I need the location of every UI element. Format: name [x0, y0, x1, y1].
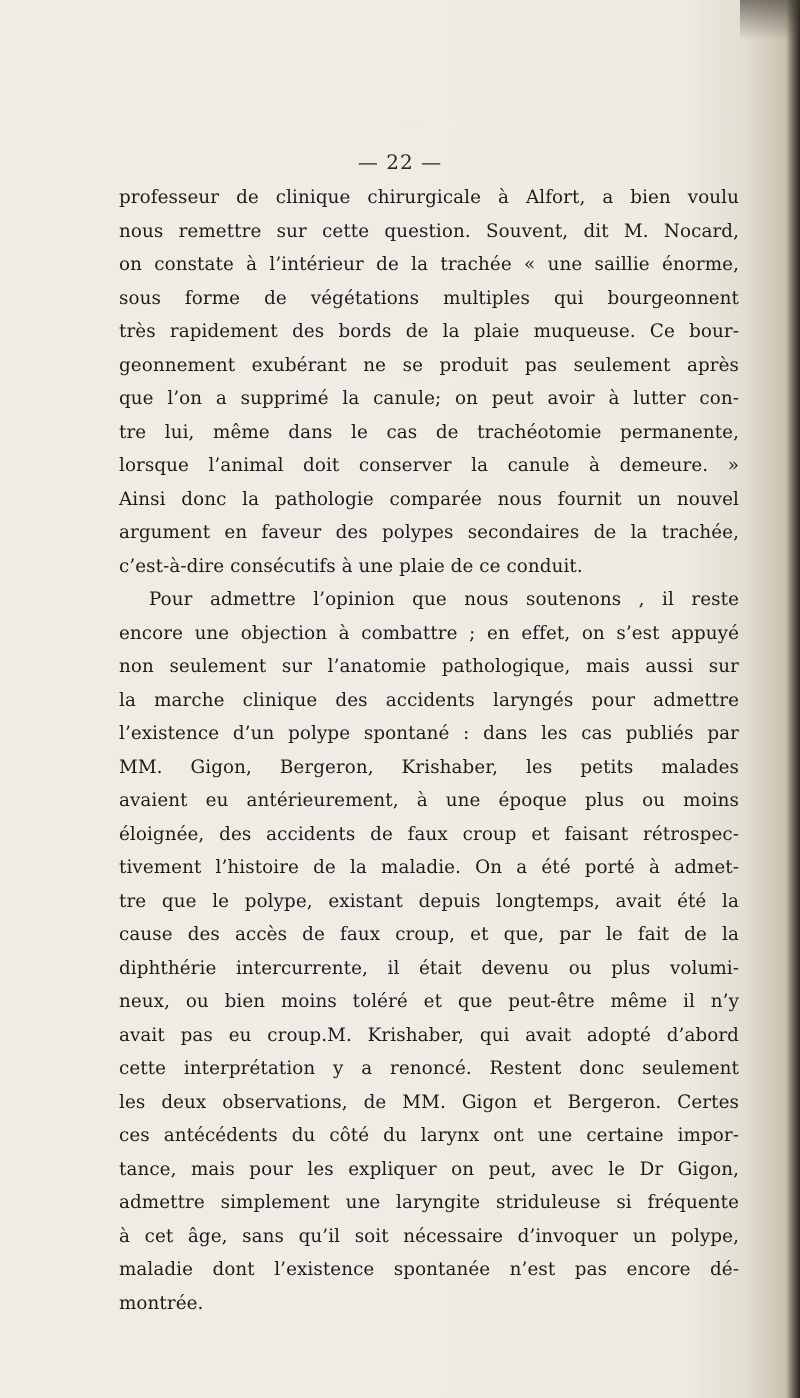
- text-line: avait pas eu croup.M. Krishaber, qui avait adopté d’abord: [119, 1024, 739, 1046]
- text-line: cette interprétation y a renoncé. Restent donc seulement: [119, 1058, 739, 1079]
- text-line: très rapidement des bords de la plaie muqueuse. Ce bour-: [119, 321, 739, 342]
- text-line: l’existence d’un polype spontané : dans les cas publiés par: [119, 723, 739, 744]
- text-line: lorsque l’animal doit conserver la canule à demeure. »: [119, 455, 739, 476]
- body-text: [119, 181, 739, 1320]
- text-line: professeur de clinique chirurgicale à Alfort, a bien voulu: [119, 187, 739, 208]
- text-line: neux, ou bien moins toléré et que peut-être même il n’y: [119, 991, 739, 1012]
- text-line: que l’on a supprimé la canule; on peut avoir à lutter con-: [119, 388, 739, 409]
- paragraph-start-line: Pour admettre l’opinion que nous soutenons , il reste: [149, 589, 739, 610]
- text-line: diphthérie intercurrente, il était devenu ou plus volumi-: [119, 957, 739, 979]
- text-line: sous forme de végétations multiples qui bourgeonnent: [119, 287, 739, 309]
- binding-edge: [786, 0, 800, 1398]
- text-line: Ainsi donc la pathologie comparée nous fournit un nouvel: [119, 488, 739, 510]
- text-line: tance, mais pour les expliquer on peut, avec le Dr Gigon,: [119, 1158, 739, 1180]
- text-line: non seulement sur l’anatomie pathologique, mais aussi sur: [119, 656, 739, 677]
- text-line: éloignée, des accidents de faux croup et faisant rétrospec-: [119, 823, 739, 845]
- text-line: nous remettre sur cette question. Souvent, dit M. Nocard,: [119, 220, 739, 242]
- text-line: ces antécédents du côté du larynx ont une certaine impor-: [119, 1125, 739, 1146]
- text-line: on constate à l’intérieur de la trachée « une saillie énorme,: [119, 254, 739, 275]
- text-line: geonnement exubérant ne se produit pas seulement après: [119, 354, 739, 376]
- text-line: cause des accès de faux croup, et que, par le fait de la: [119, 924, 739, 945]
- text-line: encore une objection à combattre ; en effet, on s’est appuyé: [119, 622, 739, 644]
- text-line: tre que le polype, existant depuis longtemps, avait été la: [119, 890, 739, 912]
- text-line: argument en faveur des polypes secondaires de la trachée,: [119, 522, 739, 543]
- text-line: c’est-à-dire consécutifs à une plaie de ce conduit.: [119, 555, 583, 577]
- text-line: avaient eu antérieurement, à une époque plus ou moins: [119, 790, 739, 811]
- page-number: — 22 —: [357, 150, 443, 174]
- text-line: maladie dont l’existence spontanée n’est pas encore dé-: [119, 1259, 739, 1280]
- text-line: à cet âge, sans qu’il soit nécessaire d’invoquer un polype,: [119, 1225, 739, 1247]
- text-line: tivement l’histoire de la maladie. On a été porté à admet-: [119, 857, 739, 878]
- text-line: MM. Gigon, Bergeron, Krishaber, les petits malades: [119, 756, 739, 778]
- text-line: tre lui, même dans le cas de trachéotomie permanente,: [119, 421, 739, 443]
- text-line: montrée.: [119, 1292, 204, 1314]
- text-line: les deux observations, de MM. Gigon et Bergeron. Certes: [119, 1091, 739, 1113]
- text-line: admettre simplement une laryngite striduleuse si fréquente: [119, 1192, 739, 1213]
- binding-shadow: [740, 0, 800, 40]
- text-line: la marche clinique des accidents laryngés pour admettre: [119, 689, 739, 711]
